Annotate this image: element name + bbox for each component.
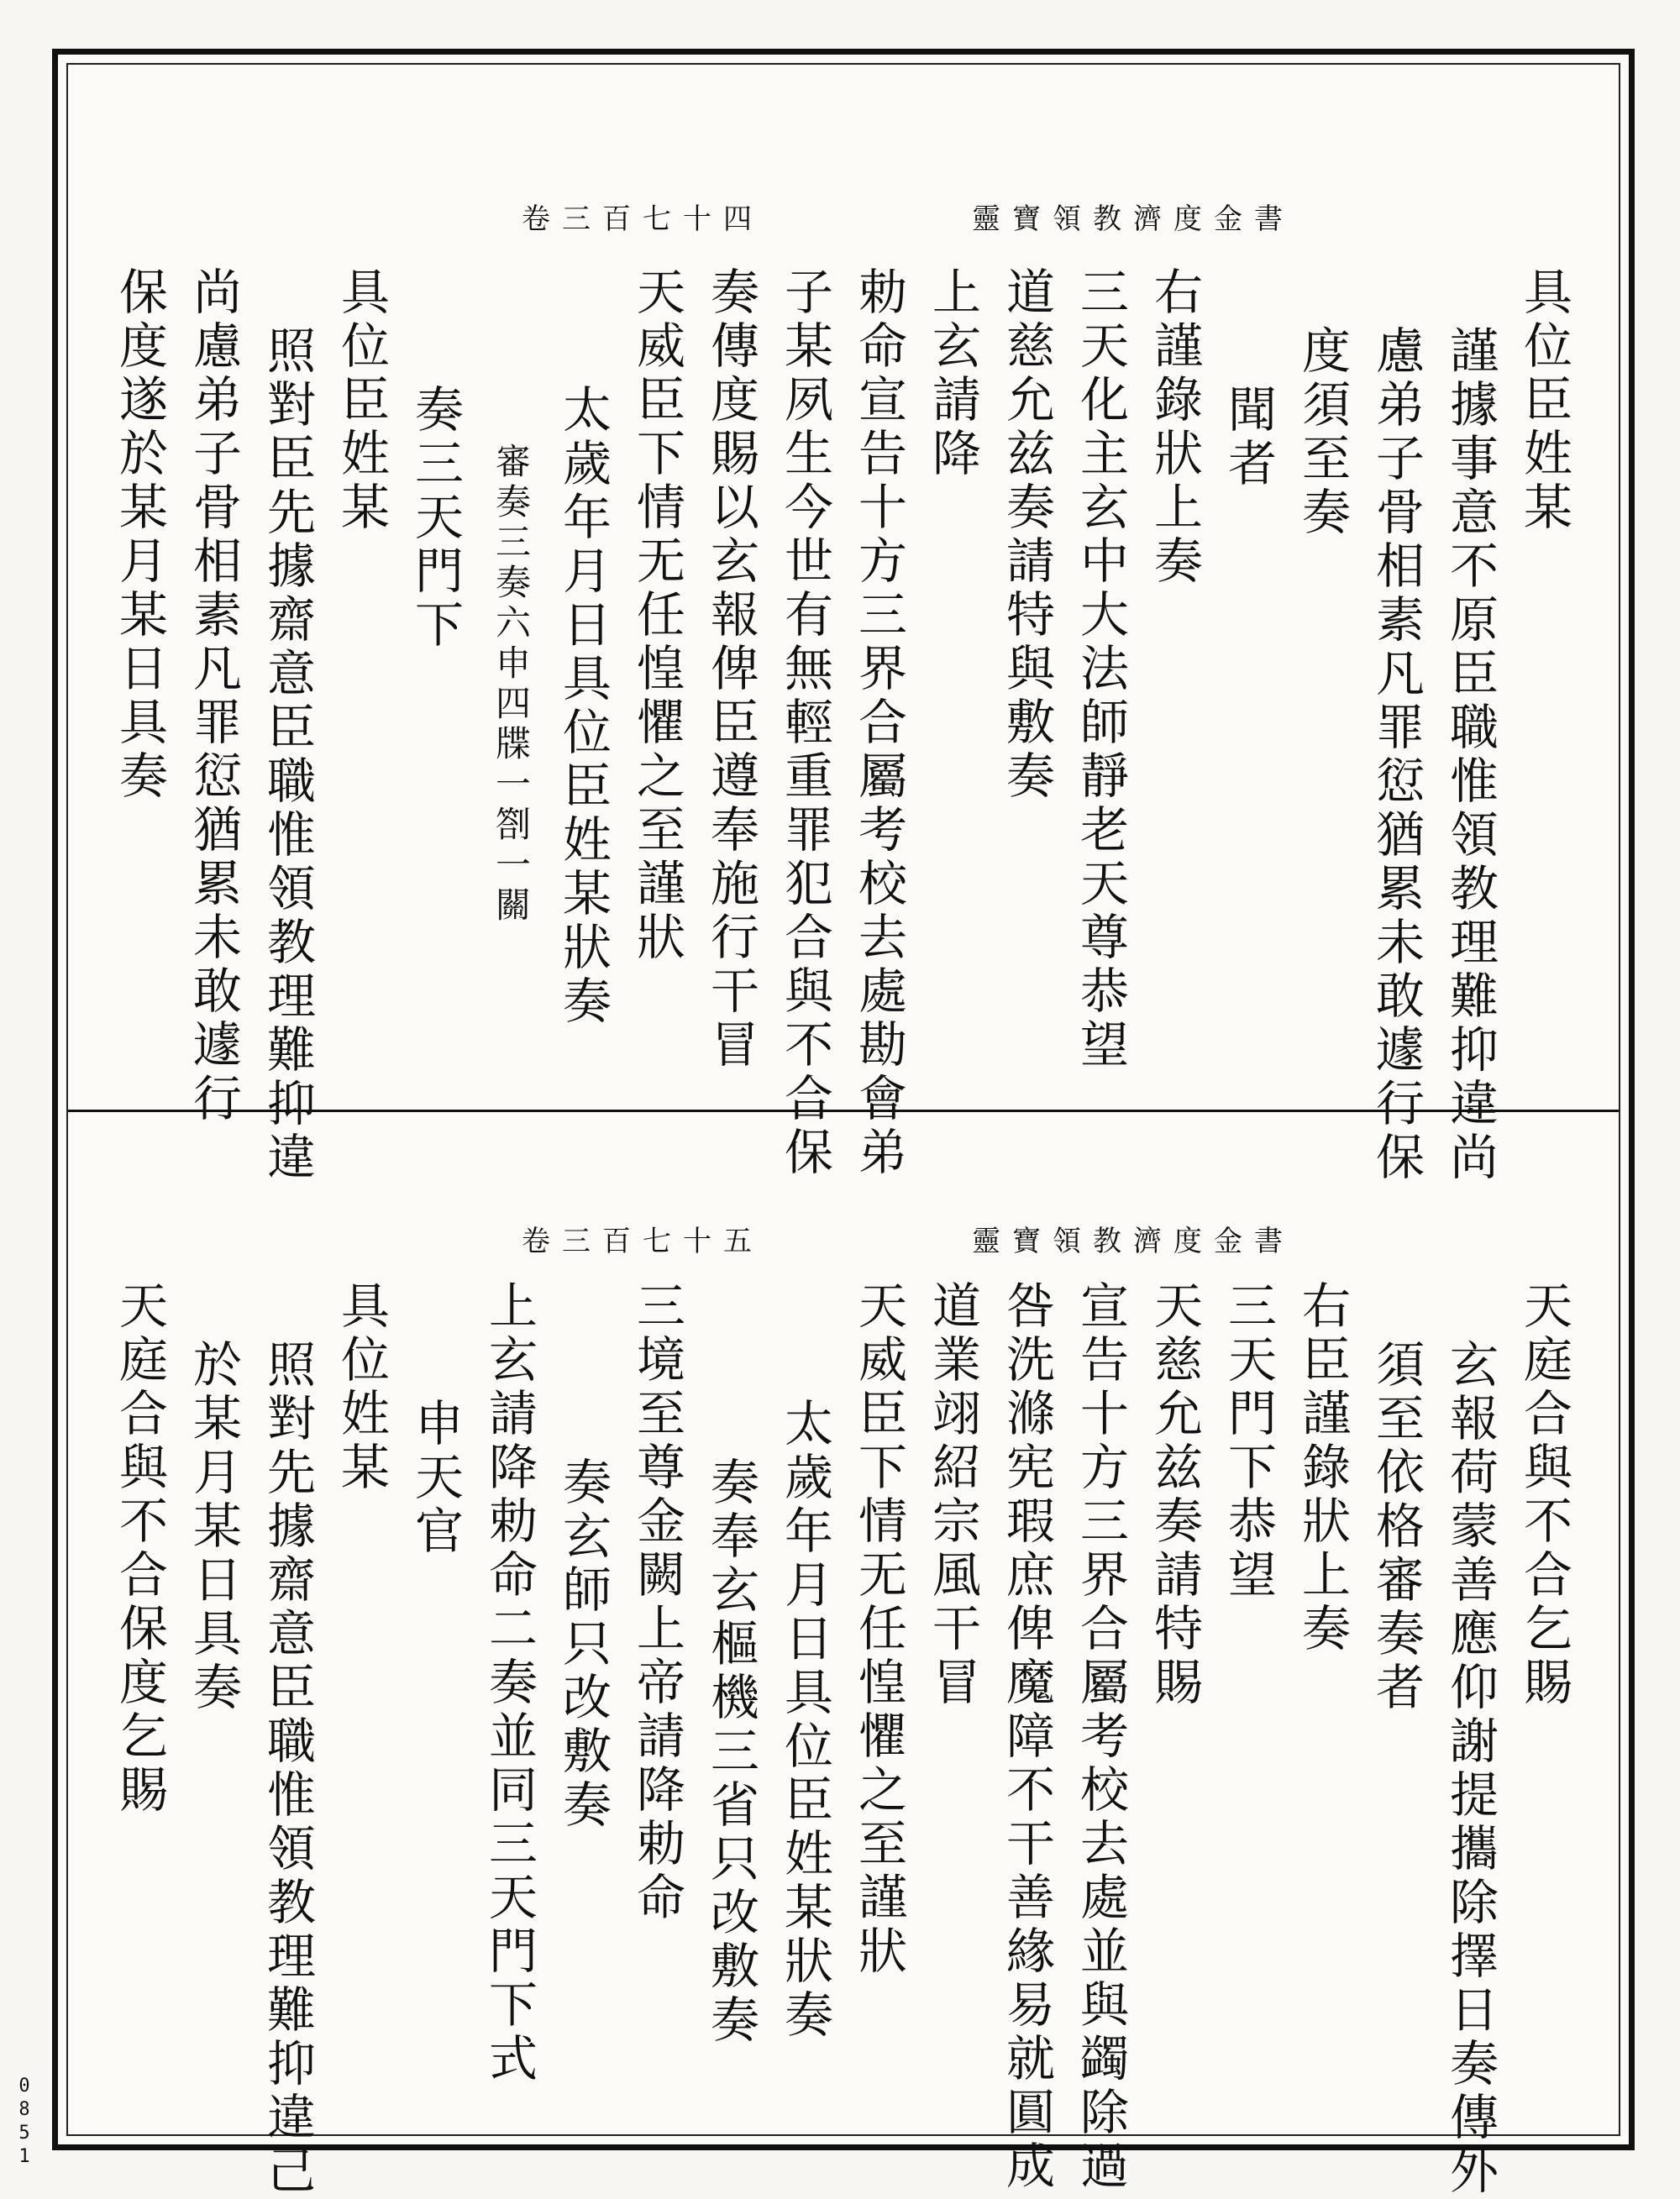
text-column: 勅命宣告十方三界合屬考校去處勘會弟 bbox=[850, 266, 907, 1180]
text-column: 子某夙生今世有無輕重罪犯合與不合保 bbox=[776, 266, 833, 1180]
text-column: 道業翊紹宗風干冒 bbox=[924, 1280, 981, 1710]
text-column: 上玄請降勅命二奏並同三天門下式 bbox=[480, 1280, 538, 2086]
text-column: 申天官 bbox=[407, 1398, 464, 1559]
text-column: 咎洗滌宪瑕庶俾魔障不干善緣易就圓成 bbox=[998, 1280, 1055, 2194]
text-column: 三境至尊金闕上帝請降勅命 bbox=[628, 1280, 685, 1925]
text-column: 於某月某日具奏 bbox=[185, 1339, 242, 1715]
text-column: 太歲年月日具位臣姓某狀奏 bbox=[776, 1398, 833, 2043]
text-column: 三天化主玄中大法師靜老天尊恭望 bbox=[1072, 266, 1129, 1073]
text-column: 聞者 bbox=[1220, 384, 1277, 491]
bottom-header bbox=[522, 1213, 1294, 1263]
text-column: 天慈允兹奏請特賜 bbox=[1146, 1280, 1203, 1710]
text-column: 慮弟子骨相素凡罪愆猶累未敢遽行保 bbox=[1368, 325, 1425, 1185]
text-column: 謹據事意不原臣職惟領教理難抑違尚 bbox=[1441, 325, 1499, 1185]
text-column: 保度遂於某月某日具奏 bbox=[111, 266, 168, 804]
top-page bbox=[68, 65, 1619, 1185]
text-column: 尚慮弟子骨相素凡罪愆猶累未敢遽行 bbox=[185, 266, 242, 1126]
text-column: 具位姓某 bbox=[333, 1280, 390, 1495]
top-header-title: 靈寶領教濟度金書 bbox=[972, 202, 1294, 236]
text-column: 天威臣下情无任惶懼之至謹狀 bbox=[628, 266, 685, 965]
text-column: 具位臣姓某 bbox=[333, 266, 390, 535]
text-column: 道慈允兹奏請特與敷奏 bbox=[998, 266, 1055, 804]
text-column: 玄報荷蒙善應仰謝提攜除擇日奏傳外 bbox=[1441, 1339, 1499, 2199]
top-text-columns bbox=[102, 266, 1585, 1185]
text-column: 上玄請降 bbox=[924, 266, 981, 481]
bottom-text-columns bbox=[102, 1280, 1585, 2199]
text-column: 右謹錄狀上奏 bbox=[1146, 266, 1203, 589]
text-column: 奏奉玄樞機三省只改敷奏 bbox=[702, 1456, 759, 2048]
text-column: 度須至奏 bbox=[1294, 325, 1351, 540]
text-column: 具位臣姓某 bbox=[1515, 266, 1572, 535]
text-column: 奏三天門下 bbox=[407, 384, 464, 653]
inner-frame bbox=[66, 63, 1620, 2199]
bottom-header-title: 靈寶領教濟度金書 bbox=[972, 1224, 1294, 1258]
text-column: 審奏三奏六申四牒一劄一關 bbox=[491, 443, 532, 926]
text-column: 右臣謹錄狀上奏 bbox=[1294, 1280, 1351, 1656]
text-column: 宣告十方三界合屬考校去處並與蠲除過 bbox=[1072, 1280, 1129, 2194]
text-column: 奏傳度賜以玄報俾臣遵奉施行干冒 bbox=[702, 266, 759, 1073]
text-column: 天庭合與不合保度乞賜 bbox=[111, 1280, 168, 1818]
top-header-volume: 卷三百七十四 bbox=[522, 202, 764, 236]
page-frame bbox=[52, 49, 1635, 2199]
bottom-header-volume: 卷三百七十五 bbox=[522, 1224, 764, 1258]
text-column: 照對先據齋意臣職惟領教理難抑違己 bbox=[259, 1339, 316, 2199]
top-header bbox=[522, 191, 1294, 241]
page-number: 0851 bbox=[18, 2076, 30, 2167]
text-column: 須至依格審奏者 bbox=[1368, 1339, 1425, 1715]
bottom-page bbox=[68, 1112, 1619, 2199]
text-column: 三天門下恭望 bbox=[1220, 1280, 1277, 1603]
text-column: 天威臣下情无任惶懼之至謹狀 bbox=[850, 1280, 907, 1979]
text-column: 天庭合與不合乞賜 bbox=[1515, 1280, 1572, 1710]
text-column: 奏玄師只改敷奏 bbox=[554, 1456, 612, 1833]
text-column: 照對臣先據齋意臣職惟領教理難抑違 bbox=[259, 325, 316, 1185]
text-column: 太歲年月日具位臣姓某狀奏 bbox=[554, 384, 612, 1029]
